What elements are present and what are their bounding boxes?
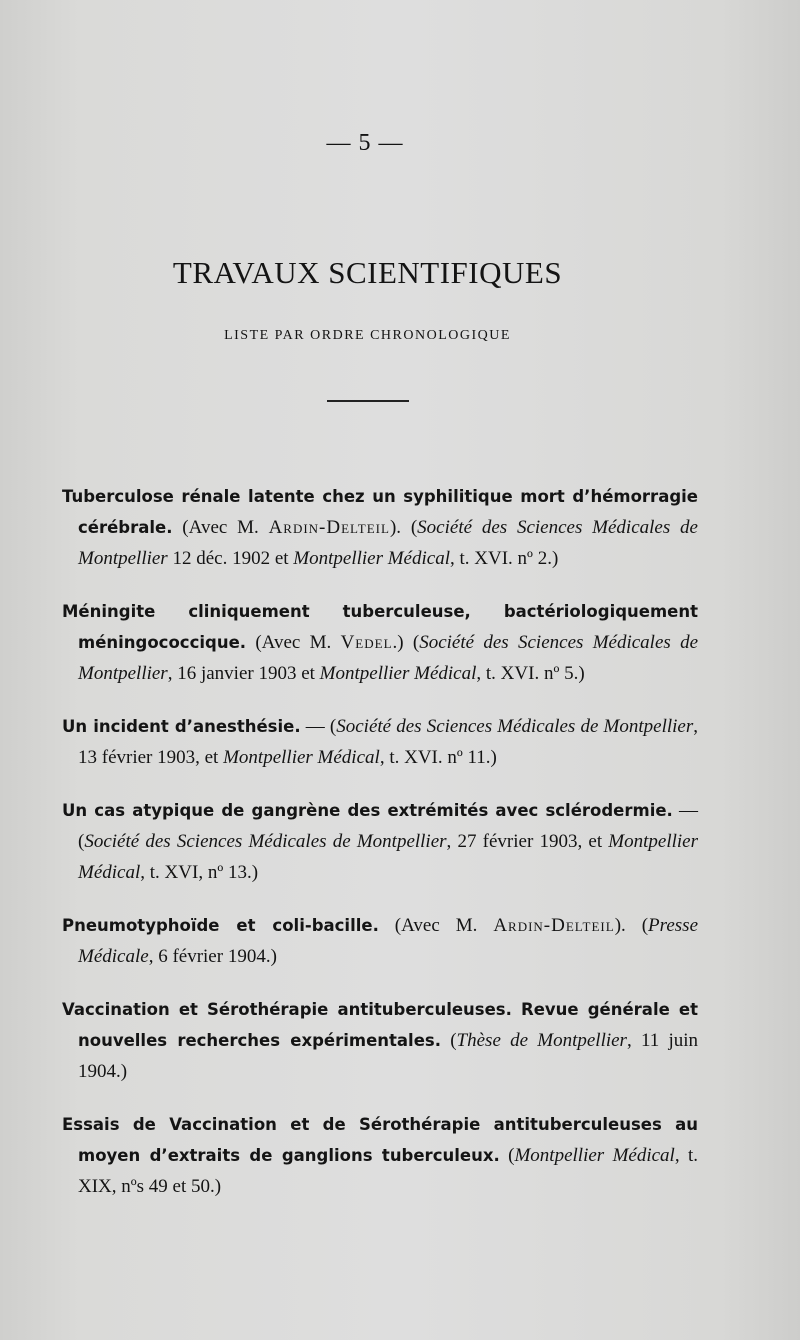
publication-entry-3 bbox=[62, 711, 698, 773]
title-divider bbox=[327, 400, 409, 402]
entry-text: , 13 février 1903, et bbox=[78, 716, 698, 768]
journal-name: Société des Sciences Médicales de Montpellier bbox=[84, 831, 447, 852]
journal-name: Montpellier Médical bbox=[514, 1145, 675, 1166]
entry-text: , t. XVI. nº 11.) bbox=[379, 747, 497, 768]
entry-text: (Avec M. bbox=[172, 517, 269, 538]
publication-entry-5 bbox=[62, 910, 698, 972]
publication-list bbox=[62, 462, 698, 1224]
entry-text: (Avec M. bbox=[378, 915, 494, 936]
publication-entry-4 bbox=[62, 795, 698, 888]
page-title: TRAVAUX SCIENTIFIQUES bbox=[172, 255, 563, 290]
entry-text: , t. XVI, nº 13.) bbox=[140, 862, 259, 883]
entry-text: , t. XVI. nº 2.) bbox=[450, 548, 559, 569]
publication-entry-6 bbox=[62, 994, 698, 1087]
entry-title: Vaccination et Sérothérapie antituberculeuses. Revue générale et nouvelles recherches expérimentales. bbox=[62, 1000, 698, 1050]
publication-entry-2 bbox=[62, 596, 698, 689]
entry-text: — ( bbox=[78, 800, 698, 852]
entry-text: ( bbox=[499, 1145, 515, 1166]
author-name: Ardin-Delteil bbox=[268, 517, 390, 538]
journal-name: Société des Sciences Médicales de Montpellier bbox=[78, 517, 698, 569]
entry-text: , t. XIX, nºs 49 et 50.) bbox=[78, 1145, 698, 1197]
journal-name: Presse Médicale bbox=[78, 915, 698, 967]
journal-name: Montpellier Médical bbox=[293, 548, 450, 569]
publication-entry-1 bbox=[62, 481, 698, 574]
entry-text: (Avec M. bbox=[246, 632, 341, 653]
author-name: Ardin-Delteil bbox=[493, 915, 615, 936]
page-number: — 5 — bbox=[326, 130, 404, 156]
entry-text: ( bbox=[440, 1030, 457, 1051]
entry-title: Un incident d’anesthésie. bbox=[62, 717, 301, 736]
entry-text: ). ( bbox=[389, 517, 418, 538]
journal-name: Société des Sciences Médicales de Montpellier bbox=[336, 716, 694, 737]
page-subtitle: LISTE PAR ORDRE CHRONOLOGIQUE bbox=[224, 328, 511, 343]
journal-name: Montpellier Médical bbox=[223, 747, 380, 768]
entry-text: ). ( bbox=[614, 915, 649, 936]
publication-entry-7 bbox=[62, 1109, 698, 1202]
entry-text: — ( bbox=[300, 716, 337, 737]
entry-text: .) ( bbox=[392, 632, 420, 653]
entry-title: Tuberculose rénale latente chez un syphilitique mort d’hémorragie cérébrale. bbox=[62, 487, 698, 537]
journal-name: Montpellier Médical bbox=[319, 663, 477, 684]
journal-name: Société des Sciences Médicales de Montpellier bbox=[78, 632, 698, 684]
journal-name: Montpellier Médical bbox=[78, 831, 698, 883]
entry-title: Pneumotyphoïde et coli-bacille. bbox=[62, 916, 379, 935]
entry-text: , t. XVI. nº 5.) bbox=[476, 663, 585, 684]
entry-text: , 6 février 1904.) bbox=[148, 946, 277, 967]
entry-text: , 11 juin 1904.) bbox=[78, 1030, 699, 1082]
author-name: Vedel bbox=[340, 632, 393, 653]
entry-title: Méningite cliniquement tuberculeuse, bactériologiquement méningococcique. bbox=[62, 602, 698, 652]
entry-text: 12 déc. 1902 et bbox=[167, 548, 294, 569]
entry-text: , 16 janvier 1903 et bbox=[167, 663, 320, 684]
entry-title: Essais de Vaccination et de Sérothérapie antituberculeuses au moyen d’extraits de ganglions tuberculeux. bbox=[62, 1115, 698, 1165]
entry-text: , 27 février 1903, et bbox=[446, 831, 609, 852]
entry-title: Un cas atypique de gangrène des extrémités avec sclérodermie. bbox=[62, 801, 673, 820]
journal-name: Thèse de Montpellier bbox=[456, 1030, 627, 1051]
